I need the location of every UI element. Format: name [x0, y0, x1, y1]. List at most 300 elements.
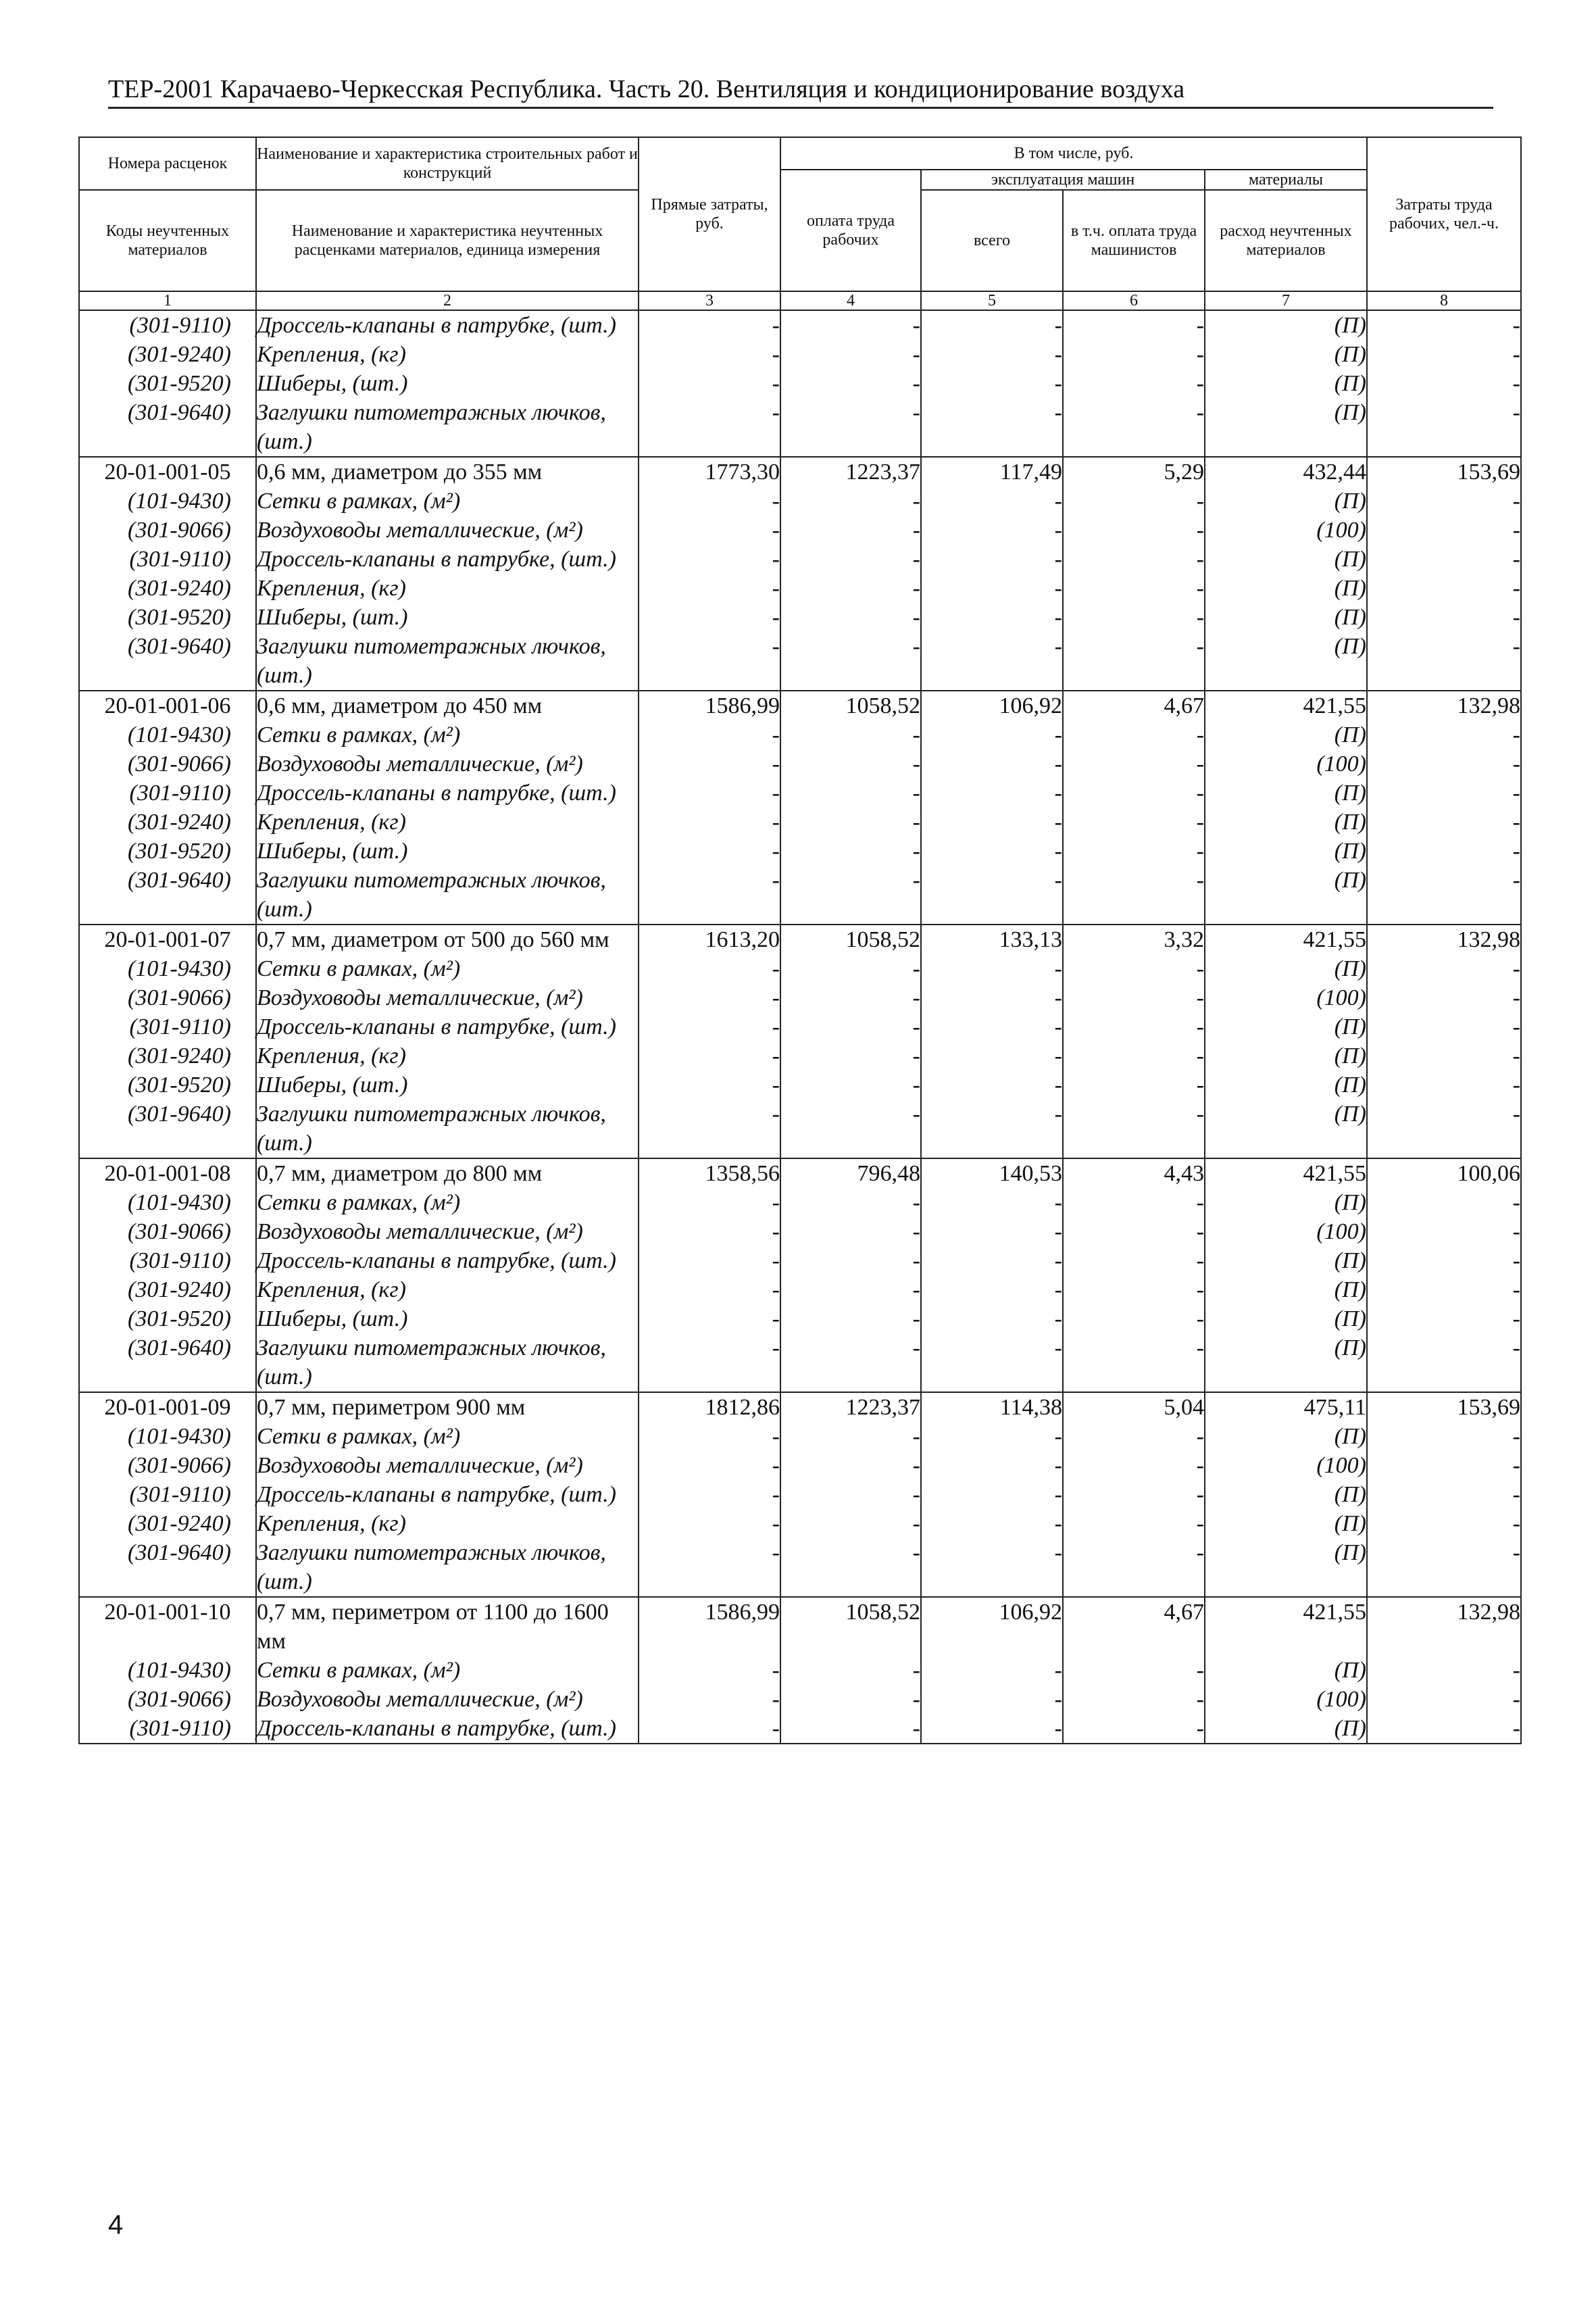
row-labor-hours: -: [1367, 1070, 1521, 1100]
row-code: (301-9520): [79, 369, 256, 398]
row-code: (101-9430): [79, 487, 256, 516]
row-code: (101-9430): [79, 1656, 256, 1685]
row-labor-hours: -: [1367, 1304, 1521, 1333]
row-machines-total: -: [921, 1275, 1063, 1304]
row-labor-pay: -: [780, 1070, 921, 1100]
material-row: [79, 1685, 1521, 1714]
row-machinists-pay: -: [1063, 1246, 1205, 1275]
material-row: [79, 1100, 1521, 1158]
row-code: (301-9110): [79, 310, 256, 340]
row-code: (301-9066): [79, 1685, 256, 1714]
row-direct-costs: -: [639, 1656, 780, 1685]
material-row: [79, 1656, 1521, 1685]
row-labor-hours: -: [1367, 1451, 1521, 1480]
row-name: Дроссель-клапаны в патрубке, (шт.): [256, 1012, 639, 1041]
row-labor-hours: 153,69: [1367, 457, 1521, 487]
row-machines-total: -: [921, 1217, 1063, 1246]
header-col3: Прямые затраты, руб.: [639, 137, 780, 291]
row-machinists-pay: -: [1063, 1656, 1205, 1685]
col-number: 3: [639, 291, 780, 310]
row-machines-total: -: [921, 369, 1063, 398]
row-machinists-pay: -: [1063, 1188, 1205, 1217]
row-code: (301-9240): [79, 1275, 256, 1304]
row-code: (301-9066): [79, 983, 256, 1012]
row-materials: 432,44: [1205, 457, 1367, 487]
row-code: (301-9520): [79, 837, 256, 866]
row-machines-total: -: [921, 1070, 1063, 1100]
header-col2-bottom: Наименование и характеристика неучтенных расценками материалов, единица измерения: [256, 190, 639, 291]
row-code: (301-9640): [79, 1333, 256, 1392]
rate-row: [79, 1158, 1521, 1188]
row-machines-total: -: [921, 720, 1063, 749]
row-materials: (П): [1205, 574, 1367, 603]
material-row: [79, 837, 1521, 866]
row-name: Сетки в рамках, (м²): [256, 1188, 639, 1217]
row-code: (301-9110): [79, 1012, 256, 1041]
row-labor-hours: -: [1367, 720, 1521, 749]
row-code: (101-9430): [79, 1188, 256, 1217]
rate-row: [79, 925, 1521, 954]
row-labor-pay: -: [780, 720, 921, 749]
row-direct-costs: -: [639, 1538, 780, 1597]
row-labor-pay: 1223,37: [780, 1392, 921, 1422]
row-labor-pay: -: [780, 1422, 921, 1451]
row-code: (301-9640): [79, 632, 256, 691]
row-direct-costs: -: [639, 574, 780, 603]
material-row: [79, 1275, 1521, 1304]
row-labor-pay: -: [780, 574, 921, 603]
row-code: (301-9240): [79, 808, 256, 837]
row-direct-costs: -: [639, 1685, 780, 1714]
material-row: [79, 1333, 1521, 1392]
row-code: (301-9110): [79, 1714, 256, 1744]
row-name: Крепления, (кг): [256, 1509, 639, 1538]
row-direct-costs: -: [639, 720, 780, 749]
col-number: 5: [921, 291, 1063, 310]
row-machinists-pay: -: [1063, 310, 1205, 340]
row-name: Заглушки питометражных лючков, (шт.): [256, 1538, 639, 1597]
table-header: [79, 137, 1521, 310]
material-row: [79, 516, 1521, 545]
header-materials: материалы: [1205, 170, 1367, 190]
row-name: Воздуховоды металлические, (м²): [256, 1451, 639, 1480]
row-labor-pay: -: [780, 749, 921, 779]
row-labor-hours: -: [1367, 808, 1521, 837]
row-materials: (П): [1205, 1070, 1367, 1100]
material-row: [79, 369, 1521, 398]
material-row: [79, 1538, 1521, 1597]
row-machinists-pay: 5,29: [1063, 457, 1205, 487]
material-row: [79, 1422, 1521, 1451]
row-labor-hours: -: [1367, 1685, 1521, 1714]
row-machines-total: -: [921, 1041, 1063, 1070]
row-code: (301-9110): [79, 545, 256, 574]
row-labor-pay: 1223,37: [780, 457, 921, 487]
row-labor-hours: -: [1367, 369, 1521, 398]
rate-row: [79, 1597, 1521, 1656]
material-row: [79, 1714, 1521, 1744]
material-row: [79, 398, 1521, 457]
row-code: (101-9430): [79, 720, 256, 749]
row-code: (301-9110): [79, 779, 256, 808]
rate-row: [79, 1392, 1521, 1422]
row-materials: (П): [1205, 837, 1367, 866]
row-machines-total: -: [921, 1685, 1063, 1714]
row-labor-pay: -: [780, 603, 921, 632]
row-code: (101-9430): [79, 1422, 256, 1451]
material-row: [79, 632, 1521, 691]
material-row: [79, 1217, 1521, 1246]
row-labor-pay: -: [780, 1685, 921, 1714]
row-name: Дроссель-клапаны в патрубке, (шт.): [256, 545, 639, 574]
row-materials: (П): [1205, 1041, 1367, 1070]
row-name: Дроссель-клапаны в патрубке, (шт.): [256, 779, 639, 808]
row-name: Сетки в рамках, (м²): [256, 954, 639, 983]
row-machines-total: -: [921, 749, 1063, 779]
row-direct-costs: 1586,99: [639, 691, 780, 720]
row-labor-pay: -: [780, 1480, 921, 1509]
row-machines-total: -: [921, 487, 1063, 516]
row-labor-hours: -: [1367, 1041, 1521, 1070]
row-materials: (100): [1205, 1217, 1367, 1246]
row-labor-pay: -: [780, 340, 921, 369]
row-labor-pay: -: [780, 1275, 921, 1304]
row-machinists-pay: -: [1063, 516, 1205, 545]
row-direct-costs: -: [639, 545, 780, 574]
material-row: [79, 1304, 1521, 1333]
row-direct-costs: -: [639, 398, 780, 457]
row-direct-costs: -: [639, 1188, 780, 1217]
row-labor-pay: -: [780, 983, 921, 1012]
header-group: В том числе, руб.: [780, 137, 1367, 170]
row-machinists-pay: -: [1063, 779, 1205, 808]
col-number: 6: [1063, 291, 1205, 310]
row-code: 20-01-001-07: [79, 925, 256, 954]
rate-row: [79, 457, 1521, 487]
material-row: [79, 340, 1521, 369]
row-direct-costs: -: [639, 837, 780, 866]
row-name: Заглушки питометражных лючков, (шт.): [256, 866, 639, 925]
row-code: 20-01-001-08: [79, 1158, 256, 1188]
row-direct-costs: -: [639, 954, 780, 983]
row-machinists-pay: -: [1063, 1333, 1205, 1392]
row-machines-total: -: [921, 603, 1063, 632]
row-labor-hours: -: [1367, 1480, 1521, 1509]
material-row: [79, 1246, 1521, 1275]
row-materials: (П): [1205, 1480, 1367, 1509]
row-direct-costs: 1586,99: [639, 1597, 780, 1656]
row-materials: (П): [1205, 310, 1367, 340]
row-code: (301-9520): [79, 1304, 256, 1333]
row-labor-pay: -: [780, 369, 921, 398]
row-labor-pay: -: [780, 310, 921, 340]
row-materials: 421,55: [1205, 925, 1367, 954]
row-materials: (П): [1205, 779, 1367, 808]
row-code: (301-9066): [79, 1217, 256, 1246]
header-numbers-row: [79, 291, 1521, 310]
row-direct-costs: -: [639, 603, 780, 632]
row-machinists-pay: -: [1063, 983, 1205, 1012]
row-machines-total: -: [921, 545, 1063, 574]
row-labor-pay: -: [780, 954, 921, 983]
row-materials: (П): [1205, 866, 1367, 925]
row-labor-pay: 1058,52: [780, 1597, 921, 1656]
row-labor-pay: -: [780, 779, 921, 808]
row-name: Шиберы, (шт.): [256, 1070, 639, 1100]
row-machinists-pay: -: [1063, 1422, 1205, 1451]
material-row: [79, 1451, 1521, 1480]
row-materials: (100): [1205, 516, 1367, 545]
row-machinists-pay: 4,67: [1063, 1597, 1205, 1656]
row-labor-hours: 132,98: [1367, 691, 1521, 720]
row-machines-total: -: [921, 1333, 1063, 1392]
row-materials: (П): [1205, 603, 1367, 632]
row-labor-pay: 1058,52: [780, 925, 921, 954]
material-row: [79, 720, 1521, 749]
row-machines-total: -: [921, 954, 1063, 983]
row-labor-hours: -: [1367, 1275, 1521, 1304]
row-labor-pay: -: [780, 1538, 921, 1597]
row-materials: (100): [1205, 983, 1367, 1012]
row-code: (301-9240): [79, 574, 256, 603]
row-machines-total: -: [921, 1246, 1063, 1275]
material-row: [79, 1041, 1521, 1070]
material-row: [79, 983, 1521, 1012]
row-direct-costs: -: [639, 1422, 780, 1451]
row-code: (301-9240): [79, 1041, 256, 1070]
row-machines-total: -: [921, 1714, 1063, 1744]
material-row: [79, 1188, 1521, 1217]
material-row: [79, 545, 1521, 574]
header-col2-top: Наименование и характеристика строительных работ и конструкций: [256, 137, 639, 190]
header-col8: Затраты труда рабочих, чел.-ч.: [1367, 137, 1521, 291]
row-labor-hours: -: [1367, 1333, 1521, 1392]
material-row: [79, 574, 1521, 603]
row-materials: (100): [1205, 1685, 1367, 1714]
row-code: (301-9640): [79, 866, 256, 925]
row-direct-costs: -: [639, 1012, 780, 1041]
row-name: 0,7 мм, периметром 900 мм: [256, 1392, 639, 1422]
row-code: (301-9520): [79, 603, 256, 632]
row-name: Сетки в рамках, (м²): [256, 1656, 639, 1685]
row-labor-pay: -: [780, 866, 921, 925]
row-direct-costs: -: [639, 632, 780, 691]
row-code: (301-9110): [79, 1480, 256, 1509]
row-materials: 475,11: [1205, 1392, 1367, 1422]
row-labor-pay: -: [780, 1451, 921, 1480]
row-labor-hours: -: [1367, 1246, 1521, 1275]
row-labor-pay: -: [780, 1188, 921, 1217]
row-labor-hours: -: [1367, 1509, 1521, 1538]
row-direct-costs: -: [639, 1275, 780, 1304]
row-machines-total: -: [921, 1422, 1063, 1451]
row-materials: 421,55: [1205, 1597, 1367, 1656]
row-materials: (П): [1205, 545, 1367, 574]
row-machines-total: -: [921, 632, 1063, 691]
row-direct-costs: -: [639, 487, 780, 516]
row-machines-total: -: [921, 1509, 1063, 1538]
rate-row: [79, 691, 1521, 720]
row-direct-costs: -: [639, 1304, 780, 1333]
row-name: Заглушки питометражных лючков, (шт.): [256, 398, 639, 457]
row-materials: (П): [1205, 1538, 1367, 1597]
row-labor-pay: -: [780, 1304, 921, 1333]
row-labor-pay: -: [780, 1041, 921, 1070]
row-labor-pay: -: [780, 545, 921, 574]
row-labor-pay: 796,48: [780, 1158, 921, 1188]
row-code: (301-9066): [79, 749, 256, 779]
row-materials: (П): [1205, 632, 1367, 691]
row-name: 0,6 мм, диаметром до 450 мм: [256, 691, 639, 720]
row-direct-costs: 1812,86: [639, 1392, 780, 1422]
row-machines-total: -: [921, 837, 1063, 866]
row-machines-total: -: [921, 574, 1063, 603]
row-labor-hours: -: [1367, 398, 1521, 457]
row-direct-costs: -: [639, 779, 780, 808]
row-machinists-pay: -: [1063, 1685, 1205, 1714]
row-labor-pay: 1058,52: [780, 691, 921, 720]
row-name: Крепления, (кг): [256, 1275, 639, 1304]
row-machines-total: -: [921, 1451, 1063, 1480]
row-labor-hours: -: [1367, 545, 1521, 574]
row-code: 20-01-001-09: [79, 1392, 256, 1422]
col-number: 8: [1367, 291, 1521, 310]
row-direct-costs: -: [639, 1509, 780, 1538]
row-direct-costs: -: [639, 1246, 780, 1275]
row-machinists-pay: -: [1063, 720, 1205, 749]
material-row: [79, 1480, 1521, 1509]
col-number: 2: [256, 291, 639, 310]
row-machinists-pay: -: [1063, 1100, 1205, 1158]
row-machinists-pay: -: [1063, 1509, 1205, 1538]
row-materials: (П): [1205, 1246, 1367, 1275]
header-col7: расход неучтенных материалов: [1205, 190, 1367, 291]
header-col5: всего: [921, 190, 1063, 291]
row-machinists-pay: -: [1063, 808, 1205, 837]
row-machinists-pay: -: [1063, 1451, 1205, 1480]
row-machines-total: -: [921, 1656, 1063, 1685]
row-machinists-pay: -: [1063, 574, 1205, 603]
material-row: [79, 310, 1521, 340]
material-row: [79, 487, 1521, 516]
row-name: Шиберы, (шт.): [256, 603, 639, 632]
row-machines-total: 117,49: [921, 457, 1063, 487]
row-direct-costs: -: [639, 866, 780, 925]
row-name: Сетки в рамках, (м²): [256, 1422, 639, 1451]
row-name: 0,7 мм, диаметром от 500 до 560 мм: [256, 925, 639, 954]
row-labor-hours: -: [1367, 866, 1521, 925]
row-materials: (П): [1205, 487, 1367, 516]
row-labor-pay: -: [780, 1100, 921, 1158]
row-name: Шиберы, (шт.): [256, 837, 639, 866]
row-labor-pay: -: [780, 398, 921, 457]
row-labor-hours: -: [1367, 1100, 1521, 1158]
row-name: Дроссель-клапаны в патрубке, (шт.): [256, 310, 639, 340]
row-materials: (П): [1205, 369, 1367, 398]
row-machinists-pay: -: [1063, 1480, 1205, 1509]
row-materials: 421,55: [1205, 691, 1367, 720]
row-labor-hours: -: [1367, 310, 1521, 340]
row-machinists-pay: -: [1063, 1538, 1205, 1597]
row-code: 20-01-001-06: [79, 691, 256, 720]
row-materials: (П): [1205, 954, 1367, 983]
row-machinists-pay: 4,67: [1063, 691, 1205, 720]
row-labor-hours: -: [1367, 340, 1521, 369]
row-machines-total: -: [921, 1538, 1063, 1597]
row-direct-costs: -: [639, 1041, 780, 1070]
row-materials: (П): [1205, 1714, 1367, 1744]
page-title: ТЕР-2001 Карачаево-Черкесская Республика. Часть 20. Вентиляция и кондиционирование воздуха: [108, 73, 1493, 109]
row-direct-costs: -: [639, 749, 780, 779]
row-labor-hours: -: [1367, 954, 1521, 983]
material-row: [79, 1012, 1521, 1041]
row-labor-hours: -: [1367, 1217, 1521, 1246]
row-code: (301-9066): [79, 1451, 256, 1480]
row-code: (301-9640): [79, 398, 256, 457]
row-name: Воздуховоды металлические, (м²): [256, 983, 639, 1012]
row-labor-pay: -: [780, 487, 921, 516]
row-materials: (П): [1205, 1333, 1367, 1392]
row-labor-hours: -: [1367, 983, 1521, 1012]
col-number: 7: [1205, 291, 1367, 310]
row-machinists-pay: -: [1063, 398, 1205, 457]
row-machinists-pay: 4,43: [1063, 1158, 1205, 1188]
row-name: Заглушки питометражных лючков, (шт.): [256, 632, 639, 691]
row-labor-hours: 132,98: [1367, 1597, 1521, 1656]
row-labor-hours: -: [1367, 632, 1521, 691]
row-labor-hours: -: [1367, 1714, 1521, 1744]
row-name: Сетки в рамках, (м²): [256, 487, 639, 516]
row-machinists-pay: -: [1063, 1012, 1205, 1041]
row-labor-hours: -: [1367, 1422, 1521, 1451]
row-code: (301-9110): [79, 1246, 256, 1275]
price-table: [78, 137, 1522, 1744]
row-labor-pay: -: [780, 632, 921, 691]
row-machines-total: -: [921, 340, 1063, 369]
row-machinists-pay: -: [1063, 1714, 1205, 1744]
row-labor-pay: -: [780, 1509, 921, 1538]
row-materials: (П): [1205, 1012, 1367, 1041]
row-direct-costs: -: [639, 310, 780, 340]
row-labor-hours: -: [1367, 1656, 1521, 1685]
row-name: 0,7 мм, диаметром до 800 мм: [256, 1158, 639, 1188]
row-code: 20-01-001-05: [79, 457, 256, 487]
row-labor-hours: 132,98: [1367, 925, 1521, 954]
row-labor-hours: 153,69: [1367, 1392, 1521, 1422]
row-name: Сетки в рамках, (м²): [256, 720, 639, 749]
row-machines-total: -: [921, 779, 1063, 808]
row-materials: (П): [1205, 398, 1367, 457]
row-name: Крепления, (кг): [256, 808, 639, 837]
row-direct-costs: -: [639, 1451, 780, 1480]
row-machinists-pay: -: [1063, 1070, 1205, 1100]
row-labor-hours: 100,06: [1367, 1158, 1521, 1188]
row-name: Дроссель-клапаны в патрубке, (шт.): [256, 1480, 639, 1509]
row-code: (301-9640): [79, 1100, 256, 1158]
row-machines-total: 106,92: [921, 691, 1063, 720]
row-direct-costs: -: [639, 808, 780, 837]
row-direct-costs: -: [639, 1714, 780, 1744]
row-machinists-pay: 3,32: [1063, 925, 1205, 954]
row-labor-pay: -: [780, 1012, 921, 1041]
row-materials: (П): [1205, 1100, 1367, 1158]
row-direct-costs: -: [639, 369, 780, 398]
row-machines-total: 106,92: [921, 1597, 1063, 1656]
row-direct-costs: -: [639, 1217, 780, 1246]
row-machines-total: 140,53: [921, 1158, 1063, 1188]
row-machinists-pay: -: [1063, 1217, 1205, 1246]
row-labor-hours: -: [1367, 574, 1521, 603]
